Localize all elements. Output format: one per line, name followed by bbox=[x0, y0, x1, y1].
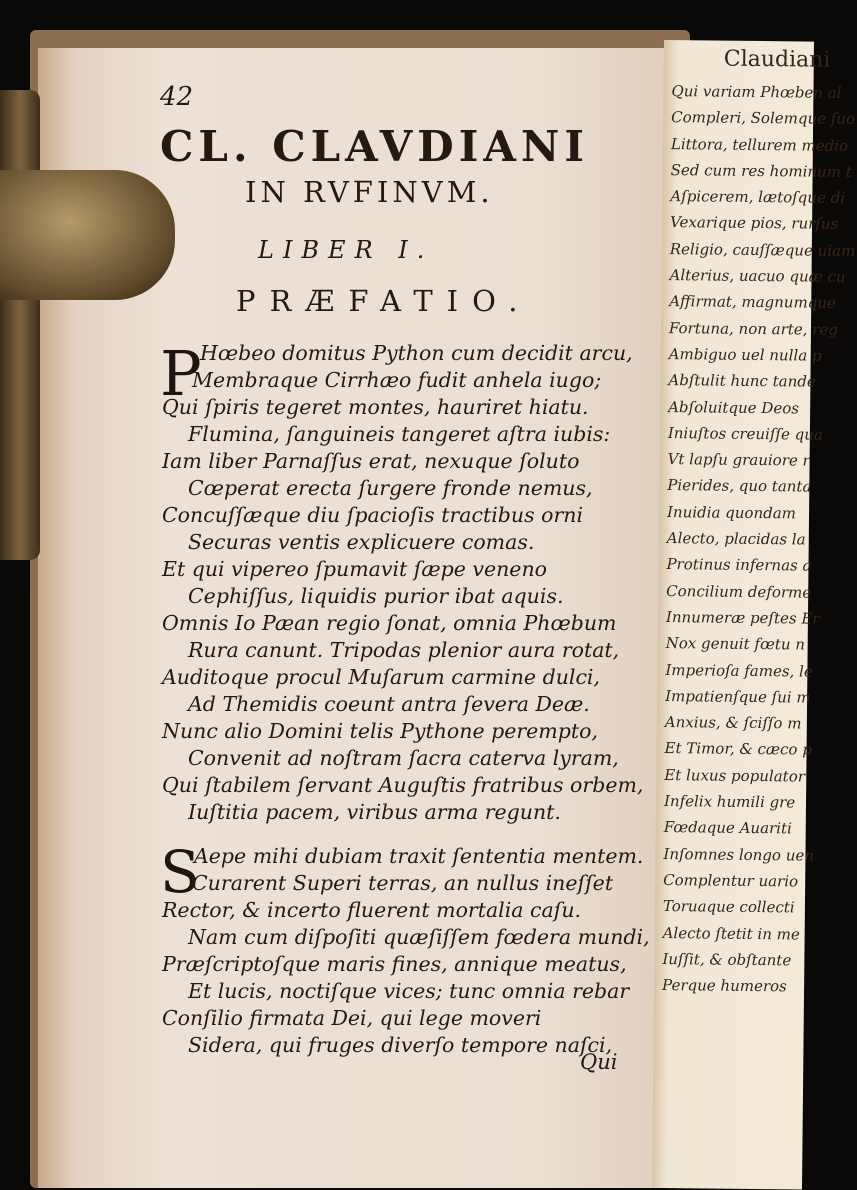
verse-line: Iuſtitia pacem, viribus arma regunt. bbox=[188, 800, 561, 824]
verse-line: Et qui vipereo ſpumavit ſæpe veneno bbox=[162, 557, 547, 581]
right-page-line: Protinus infernas a bbox=[666, 555, 812, 575]
verse-line: Iam liber Parnaſſus erat, nexuque ſoluto bbox=[162, 449, 580, 473]
verse-line: Convenit ad noſtram ſacra caterva lyram, bbox=[188, 746, 619, 770]
drop-cap-s: S bbox=[160, 838, 200, 906]
right-page-line: Abſtulit hunc tande bbox=[668, 371, 816, 391]
page-title: CL. CLAVDIANI bbox=[160, 122, 589, 171]
right-page-text bbox=[662, 78, 857, 1000]
brass-clasp-plate bbox=[0, 90, 40, 560]
verse-line: Nam cum diſpoſiti quæſiſſem fœdera mundi, bbox=[188, 925, 650, 949]
right-page-line: Vt lapſu grauiore r bbox=[667, 450, 810, 470]
right-page-line: Alecto, placidas la bbox=[666, 529, 806, 549]
right-page-line: Infelix humili gre bbox=[663, 792, 796, 812]
right-page-header: Claudiani bbox=[723, 46, 831, 73]
verse-line: Omnis Io Pæan regio ſonat, omnia Phœbum bbox=[162, 611, 617, 635]
verse-line: Præſcriptoſque maris fines, annique meatus, bbox=[162, 952, 627, 976]
verse-line: Securas ventis explicuere comas. bbox=[188, 530, 535, 554]
catchword: Qui bbox=[580, 1050, 618, 1074]
verse-line: Cœperat erecta ſurgere fronde nemus, bbox=[188, 476, 593, 500]
right-page-line: Abſoluitque Deos bbox=[668, 397, 800, 417]
right-page-line: Inuidia quondam bbox=[666, 502, 797, 523]
verse-line: Qui ſtabilem ſervant Auguſtis fratribus orbem, bbox=[162, 773, 644, 797]
brass-clasp bbox=[0, 170, 175, 300]
right-page-line: Iniuſtos creuiſſe qua bbox=[667, 423, 823, 444]
right-page-line: Imperioſa fames, le bbox=[665, 660, 813, 681]
right-page-line: Inſomnes longo uen bbox=[663, 844, 815, 865]
verse-line: Cephiſſus, liquidis purior ibat aquis. bbox=[188, 584, 564, 608]
right-page-line: Alterius, uacuo quæ cu bbox=[669, 266, 846, 286]
right-page-line: Toruaque collecti bbox=[662, 897, 795, 917]
right-page-line: Religio, cauſſæque uiam bbox=[669, 239, 856, 260]
right-page-line: Ambiguo uel nulla p bbox=[668, 345, 822, 365]
right-page-line: Alecto ſtetit in me bbox=[662, 923, 800, 943]
book-heading: LIBER I. bbox=[258, 236, 434, 264]
verse-line: Auditoque procul Muſarum carmine dulci, bbox=[162, 665, 601, 689]
right-page-line: Sed cum res hominum t bbox=[670, 160, 852, 181]
verse-line: Aepe mihi dubiam traxit ſententia mentem. bbox=[194, 844, 644, 868]
right-page-line: Iuſſit, & obſtante bbox=[662, 949, 792, 970]
right-page-line: Affirmat, magnumque bbox=[669, 292, 836, 313]
clasp-hole bbox=[6, 560, 28, 600]
verse-line: Sidera, qui fruges diverſo tempore naſci, bbox=[188, 1033, 613, 1057]
verse-line: Qui ſpiris tegeret montes, hauriret hiatu. bbox=[162, 395, 589, 419]
verse-line: Curarent Superi terras, an nullus ineſſet bbox=[192, 871, 614, 895]
right-page bbox=[652, 40, 856, 1190]
stanza-1 bbox=[160, 337, 644, 826]
verse-line: Hœbeo domitus Python cum decidit arcu, bbox=[200, 341, 633, 365]
right-page-line: Fœdaque Auariti bbox=[663, 818, 792, 838]
page-subtitle: IN RVFINVM. bbox=[245, 175, 494, 209]
verse-line: Conſilio firmata Dei, qui lege moveri bbox=[162, 1006, 542, 1030]
right-page-line: Innumeræ peſtes Er bbox=[665, 607, 820, 628]
right-page-line: Anxius, & ſciſſo m bbox=[664, 713, 802, 733]
verse-line: Nunc alio Domini telis Pythone perempto, bbox=[162, 719, 598, 743]
right-page-line: Perque humeros bbox=[662, 976, 787, 996]
right-page-line: Qui variam Phœben al bbox=[671, 82, 842, 102]
right-page-line: Concilium deforme bbox=[666, 581, 812, 602]
right-page-line: Compleri, Solemque ſuo bbox=[671, 108, 856, 129]
right-page-line: Et luxus populator bbox=[664, 765, 806, 786]
right-page-line: Nox genuit fœtu n bbox=[665, 634, 806, 654]
verse-line: Concuſſæque diu ſpacioſis tractibus orni bbox=[162, 503, 584, 527]
verse-line: Flumina, ſanguineis tangeret aſtra iubis: bbox=[188, 422, 611, 446]
verse-line: Rector, & incerto fluerent mortalia caſu. bbox=[162, 898, 582, 922]
verse-line: Membraque Cirrhæo fudit anhela iugo; bbox=[192, 368, 602, 392]
drop-cap-p: P bbox=[160, 337, 202, 410]
verse-line: Ad Themidis coeunt antra ſevera Deæ. bbox=[188, 692, 590, 716]
right-page-line: Vexarique pios, rurſus bbox=[669, 213, 839, 234]
right-page-line: Impatienſque ſui m bbox=[665, 686, 811, 707]
stanza-2 bbox=[160, 838, 650, 1059]
verse-line: Rura canunt. Tripodas plenior aura rotat, bbox=[188, 638, 620, 662]
page-number: 42 bbox=[160, 82, 194, 112]
right-page-line: Complentur uario bbox=[663, 870, 799, 891]
right-page-line: Littora, tellurem medio bbox=[670, 134, 849, 155]
right-page-line: Fortuna, non arte, reg bbox=[668, 318, 839, 339]
right-page-line: Aſpicerem, lætoſque di bbox=[670, 187, 846, 208]
right-page-line: Et Timor, & cæco p bbox=[664, 739, 812, 760]
verse-line: Et lucis, noctiſque vices; tunc omnia rebar bbox=[188, 979, 630, 1003]
right-page-line: Pierides, quo tanta bbox=[667, 476, 812, 497]
section-heading: PRÆFATIO. bbox=[236, 284, 532, 318]
